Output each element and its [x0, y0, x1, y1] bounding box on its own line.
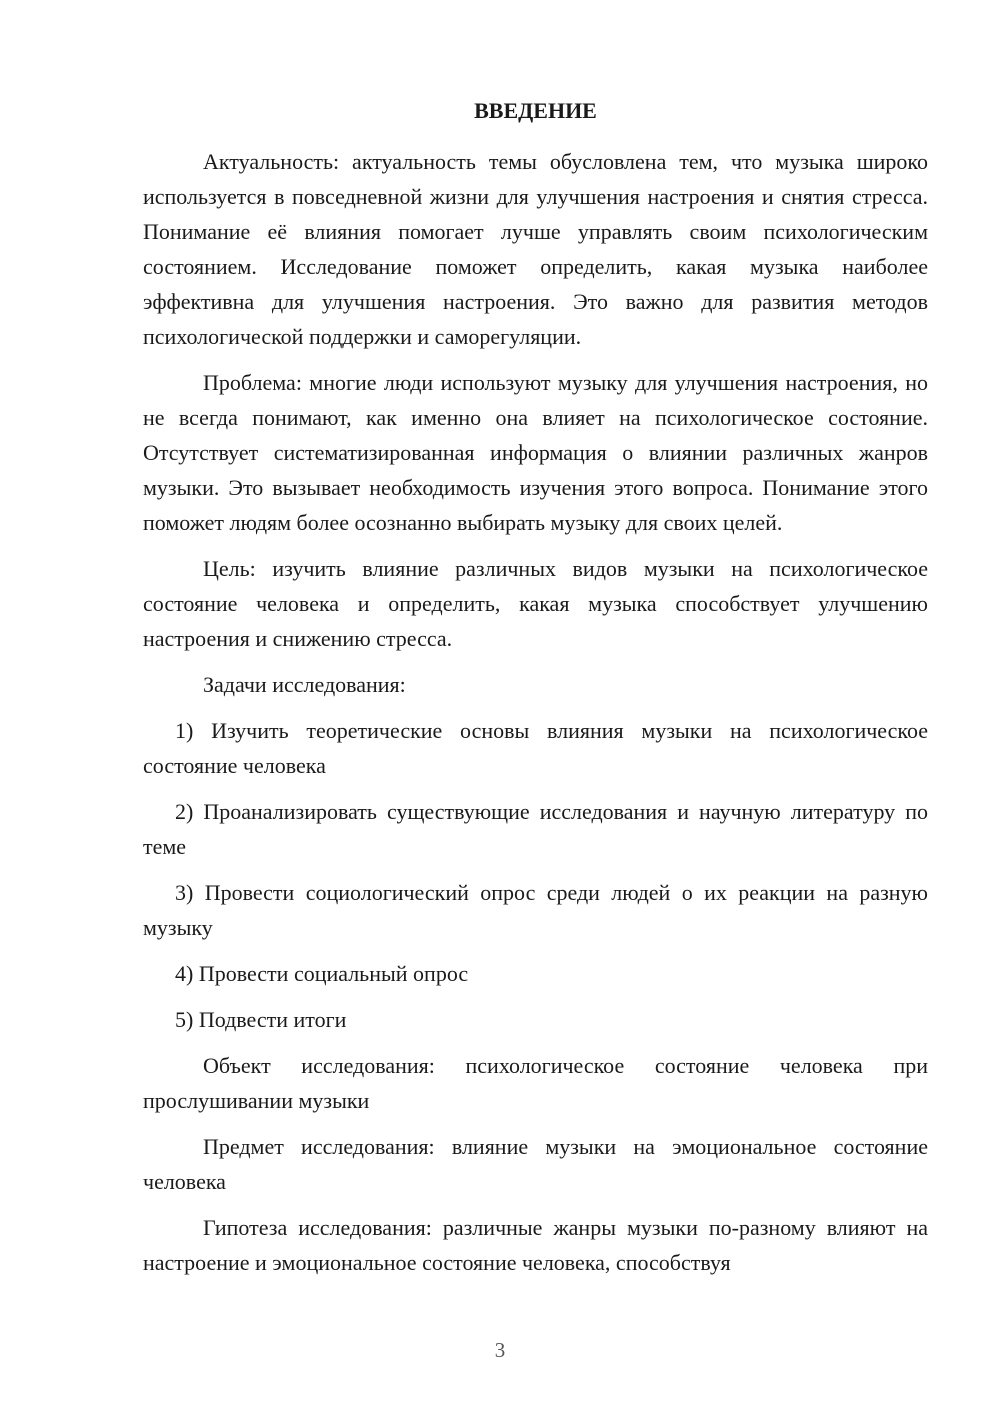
hypothesis-paragraph: Гипотеза исследования: различные жанры музыки по-разному влияют на настроение и эмоциональное состояние человека, способствуя — [143, 1215, 928, 1275]
object-paragraph: Объект исследования: психологическое состояние человека при прослушивании музыки — [143, 1053, 928, 1113]
page-number: 3 — [494, 1338, 506, 1362]
tasks-heading: Задачи исследования: — [203, 672, 406, 697]
task-item-2: 2) Проанализировать существующие исследования и научную литературу по теме — [143, 799, 928, 859]
problem-paragraph: Проблема: многие люди используют музыку для улучшения настроения, но не всегда понимают, как именно она влияет на психологическое состояние. Отсутствует систематизированная информация о влиянии различных жанров музыки. Это вызывает необходимость изучения этого вопроса. Понимание этого поможет людям более осознанно выбирать музыку для своих целей. — [143, 370, 928, 535]
page-title: ВВЕДЕНИЕ — [474, 98, 597, 123]
document-body — [143, 144, 928, 1280]
task-item-1: 1) Изучить теоретические основы влияния музыки на психологическое состояние человека — [143, 718, 928, 778]
task-item-5: 5) Подвести итоги — [175, 1007, 347, 1032]
goal-paragraph: Цель: изучить влияние различных видов музыки на психологическое состояние человека и определить, какая музыка способствует улучшению настроения и снижению стресса. — [143, 556, 928, 651]
task-item-4: 4) Провести социальный опрос — [175, 961, 469, 986]
task-item-3: 3) Провести социологический опрос среди людей о их реакции на разную музыку — [143, 880, 928, 940]
subject-paragraph: Предмет исследования: влияние музыки на эмоциональное состояние человека — [143, 1134, 928, 1194]
relevance-paragraph: Актуальность: актуальность темы обусловлена тем, что музыка широко используется в повседневной жизни для улучшения настроения и снятия стресса. Понимание её влияния помогает лучше управлять своим психологическим состоянием. Исследование поможет определить, какая музыка наиболее эффективна для улучшения настроения. Это важно для развития методов психологической поддержки и саморегуляции. — [143, 149, 928, 349]
